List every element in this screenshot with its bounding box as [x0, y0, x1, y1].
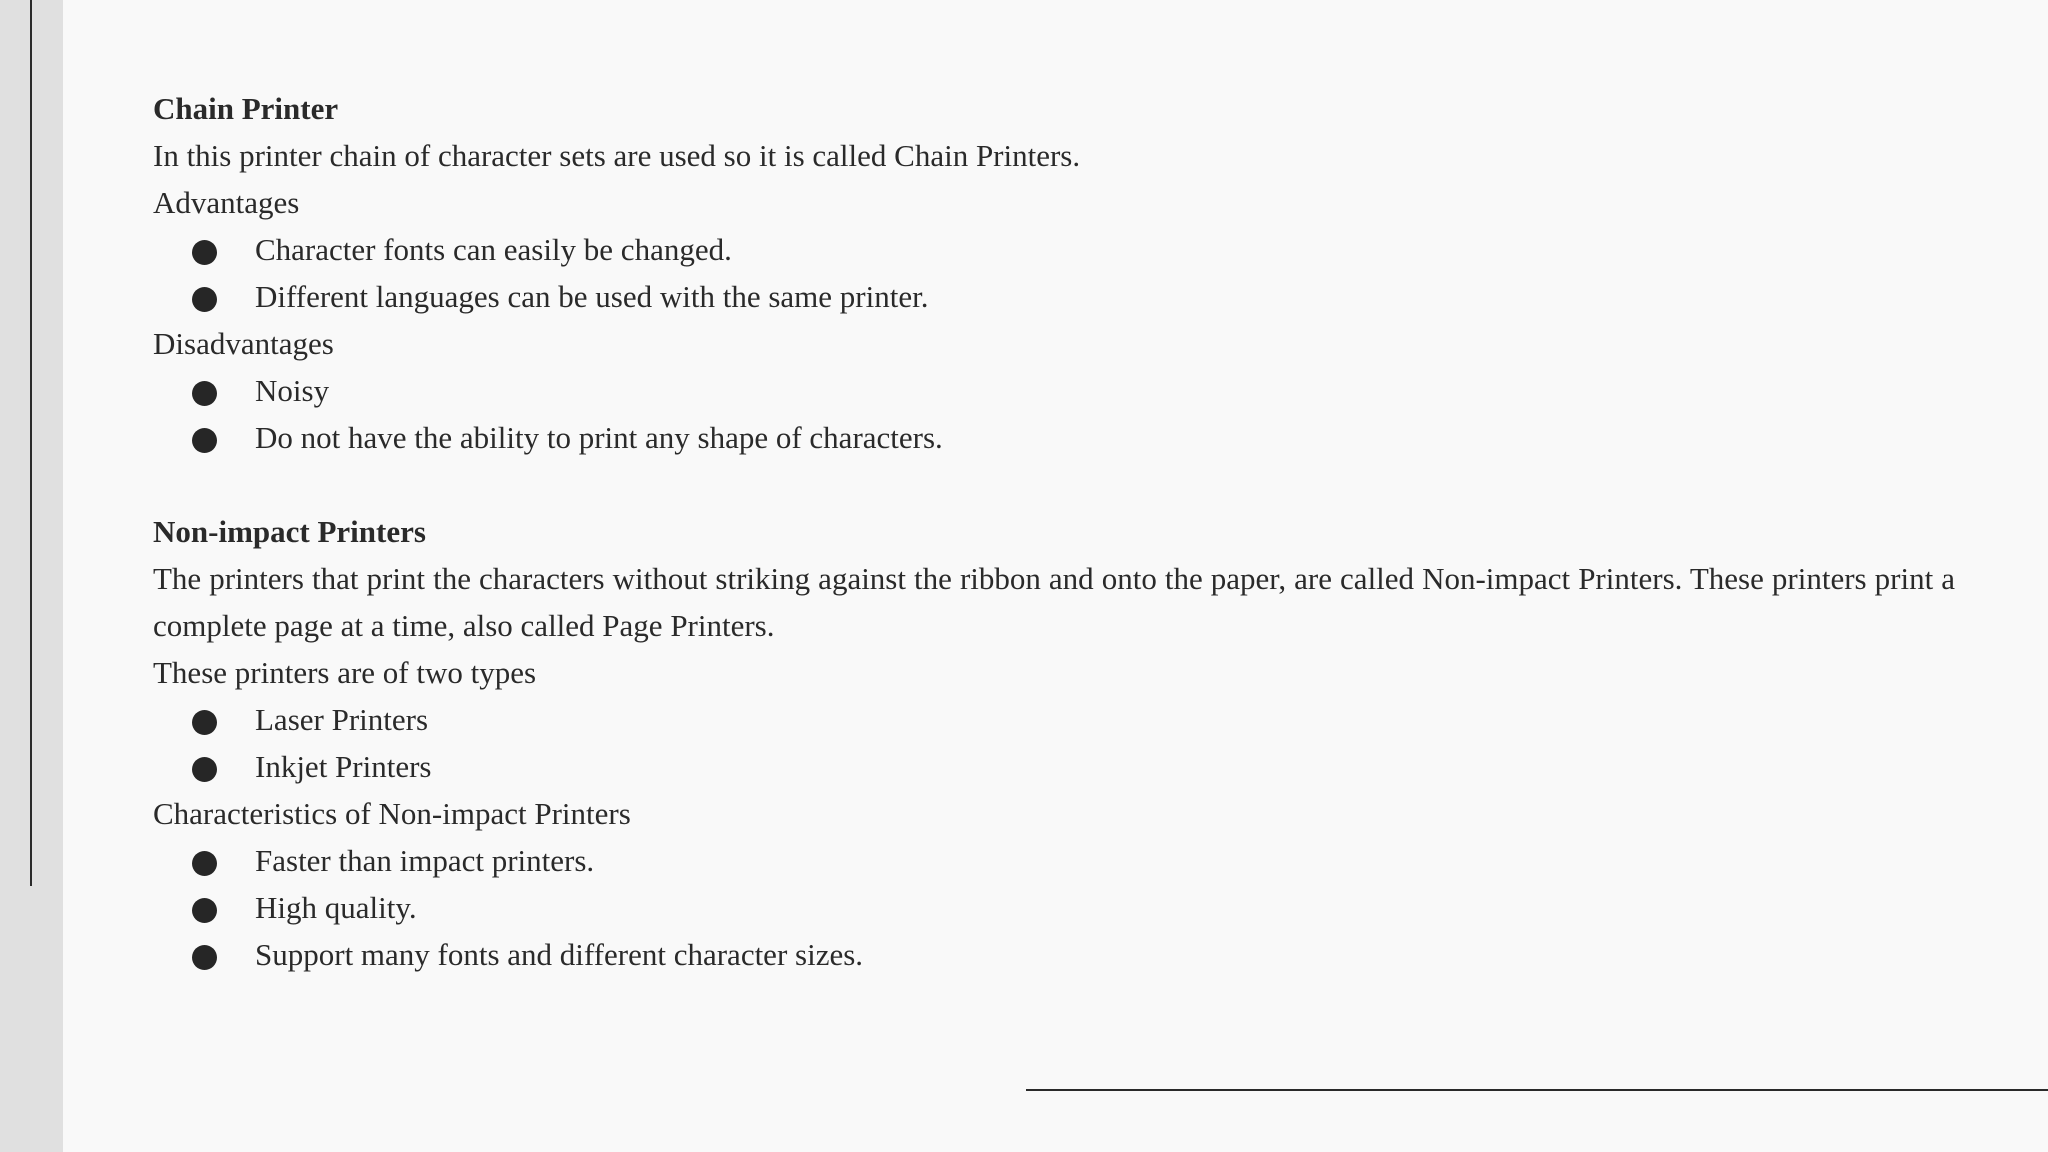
document-body [153, 85, 1955, 978]
bullet-icon [192, 945, 217, 970]
list-item [153, 226, 1955, 273]
list-item-text: Do not have the ability to print any shape of characters. [255, 420, 943, 455]
list-item [153, 931, 1955, 978]
list-item-text: High quality. [255, 890, 417, 925]
list-item-text: Different languages can be used with the same printer. [255, 279, 929, 314]
list-item-text: Laser Printers [255, 702, 429, 737]
list-item [153, 414, 1955, 461]
chain-printer-heading: Chain Printer [153, 91, 339, 126]
advantages-label: Advantages [153, 185, 300, 220]
bullet-icon [192, 381, 217, 406]
list-item [153, 696, 1955, 743]
list-item [153, 743, 1955, 790]
list-item [153, 837, 1955, 884]
list-item-text: Character fonts can easily be changed. [255, 232, 732, 267]
section-spacer [153, 461, 1955, 508]
non-impact-heading: Non-impact Printers [153, 514, 426, 549]
list-item [153, 884, 1955, 931]
characteristics-label: Characteristics of Non-impact Printers [153, 796, 631, 831]
bullet-icon [192, 851, 217, 876]
disadvantages-label: Disadvantages [153, 326, 334, 361]
types-label: These printers are of two types [153, 655, 537, 690]
list-item-text: Noisy [255, 373, 330, 408]
bullet-icon [192, 287, 217, 312]
list-item-text: Inkjet Printers [255, 749, 432, 784]
bullet-icon [192, 240, 217, 265]
bullet-icon [192, 898, 217, 923]
list-item-text: Support many fonts and different character sizes. [255, 937, 864, 972]
left-margin-rule [30, 0, 32, 886]
bullet-icon [192, 757, 217, 782]
list-item [153, 273, 1955, 320]
bullet-icon [192, 428, 217, 453]
list-item [153, 367, 1955, 414]
list-item-text: Faster than impact printers. [255, 843, 595, 878]
non-impact-intro: The printers that print the characters without striking against the ribbon and onto the paper, are called Non-impact Printers. These printers print a complete page at a time, also called Page Printers. [153, 561, 1955, 643]
chain-printer-intro: In this printer chain of character sets are used so it is called Chain Printers. [153, 138, 1081, 173]
footer-rule [1026, 1089, 2048, 1091]
bullet-icon [192, 710, 217, 735]
